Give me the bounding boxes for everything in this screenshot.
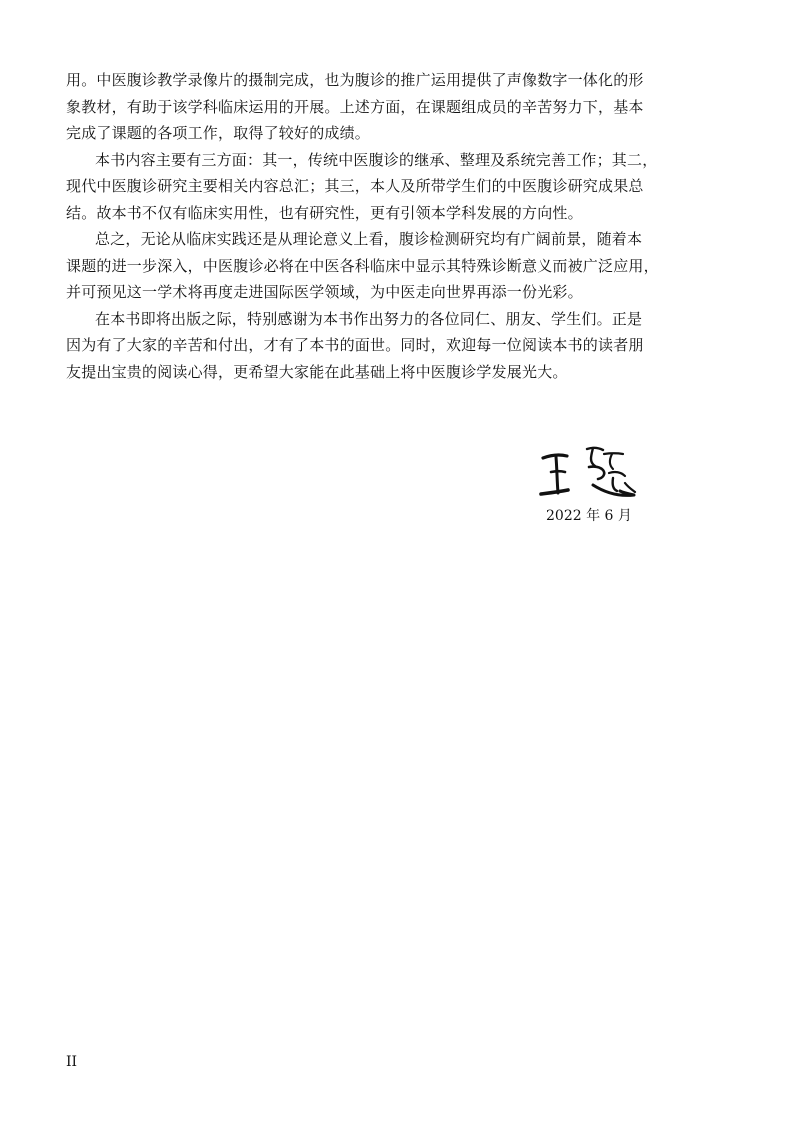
text-line: 用。中医腹诊教学录像片的摄制完成，也为腹诊的推广运用提供了声像数字一体化的形 [66,71,644,89]
signature-date: 2022 年 6 月 [546,508,632,524]
text-line: 因为有了大家的辛苦和付出，才有了本书的面世。同时，欢迎每一位阅读本书的读者朋 [66,336,644,354]
paragraph-first-line: 在本书即将出版之际，特别感谢为本书作出努力的各位同仁、朋友、学生们。正是 [95,309,643,328]
text-line: 并可预见这一学术将再度走进国际医学领域，为中医走向世界再添一份光彩。 [66,283,583,301]
text-line: 现代中医腹诊研究主要相关内容总汇；其三，本人及所带学生们的中医腹诊研究成果总 [66,177,644,195]
paragraph-first-line: 本书内容主要有三方面：其一，传统中医腹诊的继承、整理及系统完善工作；其二， [95,150,658,169]
page-number: II [66,1054,78,1070]
text-line: 友提出宝贵的阅读心得，更希望大家能在此基础上将中医腹诊学发展光大。 [66,362,568,381]
text-line: 完成了课题的各项工作，取得了较好的成绩。 [66,124,371,142]
text-line: 结。故本书不仅有临床实用性，也有研究性，更有引领本学科发展的方向性。 [66,203,583,222]
text-line: 课题的进一步深入，中医腹诊必将在中医各科临床中显示其特殊诊断意义而被广泛应用， [66,256,659,275]
handwritten-signature [533,438,643,506]
text-line: 象教材，有助于该学科临床运用的开展。上述方面，在课题组成员的辛苦努力下，基本 [66,97,644,116]
body-text [66,67,666,385]
paragraph-first-line: 总之，无论从临床实践还是从理论意义上看，腹诊检测研究均有广阔前景，随着本 [95,230,643,248]
